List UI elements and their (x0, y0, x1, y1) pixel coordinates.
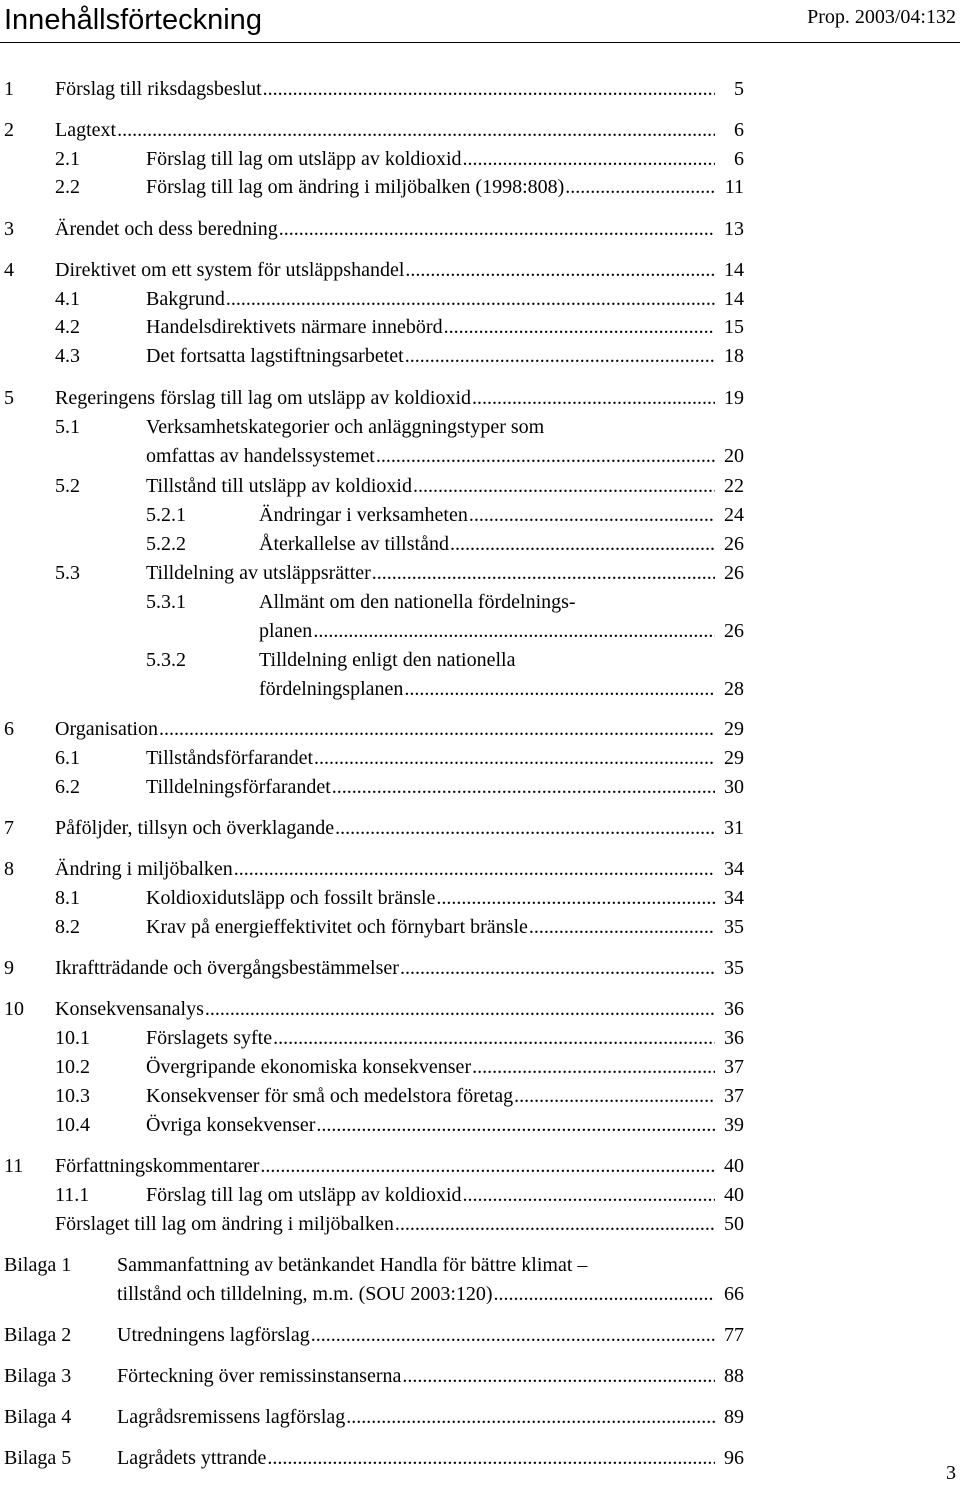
toc-entry-title: Ikraftträdande och övergångsbestämmelser (55, 957, 399, 979)
toc-entry-title: Förslag till riksdagsbeslut (55, 78, 262, 100)
dot-leader (402, 1362, 715, 1390)
toc-entry-number: 8 (4, 858, 14, 880)
toc-entry-page-number: 37 (724, 1056, 744, 1078)
toc-entry-page-number: 19 (724, 387, 744, 409)
toc-entry[interactable] (0, 884, 960, 912)
toc-entry-title: Utredningens lagförslag (117, 1324, 310, 1346)
toc-entry[interactable] (0, 285, 960, 313)
toc-entry-title: Allmänt om den nationella fördelnings- (259, 591, 576, 613)
toc-entry-number: 2.2 (55, 176, 80, 198)
toc-entry-title: tillstånd och tilldelning, m.m. (SOU 2003:120) (117, 1283, 493, 1305)
toc-entry-number: 5.2.2 (146, 533, 186, 555)
toc-entry[interactable] (0, 1280, 960, 1308)
toc-entry-title: Återkallelse av tillstånd (259, 533, 449, 555)
toc-entry-title: Direktivet om ett system för utsläppshandel (55, 259, 405, 281)
toc-entry-title: Förslaget till lag om ändring i miljöbalken (55, 1213, 394, 1235)
dot-leader (413, 472, 715, 500)
dot-leader (463, 1181, 715, 1209)
toc-entry-title: Ärendet och dess beredning (55, 218, 278, 240)
toc-entry-title: Förslag till lag om utsläpp av koldioxid (146, 1184, 462, 1206)
dot-leader (279, 215, 715, 243)
toc-entry-page-number: 26 (724, 620, 744, 642)
toc-entry[interactable] (0, 995, 960, 1023)
dot-leader (335, 814, 715, 842)
toc-entry[interactable] (0, 675, 960, 703)
toc-entry-title: Tillstånd till utsläpp av koldioxid (146, 475, 412, 497)
toc-entry-page-number: 15 (724, 316, 744, 338)
page-title: Innehållsförteckning (4, 4, 262, 36)
toc-entry[interactable] (0, 501, 960, 529)
toc-entry[interactable] (0, 715, 960, 743)
dot-leader (332, 773, 715, 801)
toc-entry-page-number: 14 (724, 259, 744, 281)
toc-entry-page-number: 20 (724, 445, 744, 467)
toc-entry[interactable] (0, 559, 960, 587)
dot-leader (405, 342, 715, 370)
toc-entry[interactable] (0, 1251, 960, 1279)
toc-entry[interactable] (0, 855, 960, 883)
dot-leader (395, 1210, 715, 1238)
toc-entry-number: 2.1 (55, 148, 80, 170)
toc-entry-title: Regeringens förslag till lag om utsläpp av koldioxid (55, 387, 472, 409)
toc-entry[interactable] (0, 215, 960, 243)
toc-entry-number: Bilaga 5 (4, 1447, 72, 1469)
toc-entry[interactable] (0, 1024, 960, 1052)
dot-leader (405, 256, 715, 284)
toc-entry-number: 7 (4, 817, 14, 839)
dot-leader (311, 1321, 715, 1349)
toc-entry[interactable] (0, 342, 960, 370)
toc-entry-title: Det fortsatta lagstiftningsarbetet (146, 345, 404, 367)
toc-entry-page-number: 31 (724, 817, 744, 839)
toc-entry-title: Övergripande ekonomiska konsekvenser (146, 1056, 472, 1078)
toc-entry-title: Förslag till lag om utsläpp av koldioxid (146, 148, 462, 170)
toc-entry-number: 4.2 (55, 316, 80, 338)
toc-entry-number: 10.4 (55, 1114, 90, 1136)
toc-entry-page-number: 96 (724, 1447, 744, 1469)
toc-entry-number: Bilaga 4 (4, 1406, 72, 1428)
toc-entry[interactable] (0, 814, 960, 842)
toc-entry-title: Förteckning över remissinstanserna (117, 1365, 402, 1387)
toc-entry-title: Lagrådsremissens lagförslag (117, 1406, 346, 1428)
toc-entry-number: 1 (4, 78, 14, 100)
toc-entry-page-number: 28 (724, 678, 744, 700)
dot-leader (316, 1111, 715, 1139)
dot-leader (313, 617, 715, 645)
toc-entry-title: Handelsdirektivets närmare innebörd (146, 316, 443, 338)
toc-entry[interactable] (0, 954, 960, 982)
toc-entry-number: 5.3.2 (146, 649, 186, 671)
toc-entry[interactable] (0, 1111, 960, 1139)
toc-entry-page-number: 50 (724, 1213, 744, 1235)
toc-entry[interactable] (0, 256, 960, 284)
toc-entry-title: Sammanfattning av betänkandet Handla för bättre klimat – (117, 1254, 588, 1276)
dot-leader (469, 501, 715, 529)
toc-entry-page-number: 77 (724, 1324, 744, 1346)
dot-leader (472, 384, 715, 412)
dot-leader (226, 285, 715, 313)
toc-entry-title: Tilldelning av utsläppsrätter (146, 562, 371, 584)
toc-entry-title: Konsekvenser för små och medelstora företag (146, 1085, 514, 1107)
toc-entry-page-number: 22 (724, 475, 744, 497)
toc-entry-number: 4 (4, 259, 14, 281)
toc-entry-page-number: 24 (724, 504, 744, 526)
dot-leader (494, 1280, 715, 1308)
toc-entry-page-number: 11 (724, 176, 744, 198)
toc-entry-number: Bilaga 2 (4, 1324, 72, 1346)
dot-leader (472, 1053, 715, 1081)
toc-entry-number: 10 (4, 998, 24, 1020)
toc-entry-page-number: 37 (724, 1085, 744, 1107)
toc-entry-page-number: 89 (724, 1406, 744, 1428)
toc-entry-page-number: 6 (734, 119, 744, 141)
toc-entry[interactable] (0, 1181, 960, 1209)
toc-entry-page-number: 14 (724, 288, 744, 310)
toc-entry-page-number: 88 (724, 1365, 744, 1387)
dot-leader (234, 855, 715, 883)
dot-leader (400, 954, 715, 982)
toc-entry-title: Tilldelning enligt den nationella (259, 649, 516, 671)
toc-entry-title: Tilldelningsförfarandet (146, 776, 331, 798)
dot-leader (205, 995, 715, 1023)
toc-entry[interactable] (0, 1362, 960, 1390)
toc-entry-page-number: 30 (724, 776, 744, 798)
toc-entry[interactable] (0, 1053, 960, 1081)
toc-entry[interactable] (0, 1403, 960, 1431)
toc-entry-number: 5.1 (55, 416, 80, 438)
toc-entry-page-number: 29 (724, 718, 744, 740)
dot-leader (346, 1403, 715, 1431)
toc-entry-title: Påföljder, tillsyn och överklagande (55, 817, 335, 839)
toc-entry-number: Bilaga 1 (4, 1254, 72, 1276)
toc-entry-title: planen (259, 620, 313, 642)
toc-entry-page-number: 34 (724, 858, 744, 880)
toc-entry-number: 11 (4, 1155, 24, 1177)
dot-leader (565, 173, 715, 201)
toc-entry-page-number: 35 (724, 957, 744, 979)
toc-entry-number: 11.1 (55, 1184, 90, 1206)
toc-entry-page-number: 39 (724, 1114, 744, 1136)
toc-entry-title: fördelningsplanen (259, 678, 404, 700)
toc-entry-page-number: 5 (734, 78, 744, 100)
toc-entry-page-number: 35 (724, 916, 744, 938)
toc-entry[interactable] (0, 1152, 960, 1180)
toc-entry-number: 5.2 (55, 475, 80, 497)
toc-entry-number: 5.2.1 (146, 504, 186, 526)
toc-entry[interactable] (0, 646, 960, 674)
toc-entry[interactable] (0, 773, 960, 801)
toc-entry[interactable] (0, 617, 960, 645)
toc-entry[interactable] (0, 413, 960, 441)
toc-entry[interactable] (0, 1210, 960, 1238)
toc-entry-title: Konsekvensanalys (55, 998, 204, 1020)
toc-entry-number: 5 (4, 387, 14, 409)
toc-entry[interactable] (0, 442, 960, 470)
toc-entry-number: 8.2 (55, 916, 80, 938)
toc-entry-page-number: 34 (724, 887, 744, 909)
toc-entry-number: 10.2 (55, 1056, 90, 1078)
toc-entry-page-number: 13 (724, 218, 744, 240)
toc-entry-page-number: 36 (724, 1027, 744, 1049)
toc-entry-number: 4.1 (55, 288, 80, 310)
dot-leader (159, 715, 715, 743)
toc-entry-title: Organisation (55, 718, 158, 740)
toc-entry-page-number: 66 (724, 1283, 744, 1305)
toc-entry-title: omfattas av handelssystemet (146, 445, 375, 467)
toc-entry-page-number: 26 (724, 562, 744, 584)
toc-entry-number: 5.3.1 (146, 591, 186, 613)
toc-entry-number: 2 (4, 119, 14, 141)
toc-entry[interactable] (0, 530, 960, 558)
toc-entry-number: 4.3 (55, 345, 80, 367)
proposition-reference: Prop. 2003/04:132 (807, 6, 956, 28)
toc-entry-title: Tillståndsförfarandet (146, 747, 314, 769)
dot-leader (372, 559, 715, 587)
dot-leader (376, 442, 715, 470)
toc-entry[interactable] (0, 116, 960, 144)
dot-leader (436, 884, 715, 912)
toc-entry[interactable] (0, 1082, 960, 1110)
toc-entry-page-number: 18 (724, 345, 744, 367)
dot-leader (514, 1082, 715, 1110)
dot-leader (450, 530, 715, 558)
toc-entry-title: Bakgrund (146, 288, 225, 310)
toc-entry-page-number: 26 (724, 533, 744, 555)
dot-leader (404, 675, 715, 703)
toc-entry[interactable] (0, 384, 960, 412)
dot-leader (529, 913, 715, 941)
dot-leader (314, 744, 715, 772)
toc-entry-number: 6.1 (55, 747, 80, 769)
toc-entry-number: 10.1 (55, 1027, 90, 1049)
toc-entry-title: Författningskommentarer (55, 1155, 260, 1177)
dot-leader (260, 1152, 715, 1180)
toc-entry-title: Ändring i miljöbalken (55, 858, 233, 880)
dot-leader (267, 1444, 715, 1472)
toc-entry-page-number: 6 (734, 148, 744, 170)
toc-entry[interactable] (0, 1321, 960, 1349)
dot-leader (273, 1024, 715, 1052)
toc-entry-title: Övriga konsekvenser (146, 1114, 316, 1136)
toc-entry-number: 9 (4, 957, 14, 979)
toc-entry-number: 10.3 (55, 1085, 90, 1107)
toc-entry-page-number: 40 (724, 1155, 744, 1177)
dot-leader (444, 313, 715, 341)
page-number: 3 (946, 1462, 956, 1484)
toc-entry-number: 8.1 (55, 887, 80, 909)
toc-entry[interactable] (0, 313, 960, 341)
toc-entry-number: 6.2 (55, 776, 80, 798)
toc-entry-number: 3 (4, 218, 14, 240)
toc-entry-page-number: 36 (724, 998, 744, 1020)
toc-entry-number: 5.3 (55, 562, 80, 584)
toc-entry-title: Verksamhetskategorier och anläggningstyper som (146, 416, 545, 438)
toc-entry-title: Förslagets syfte (146, 1027, 273, 1049)
toc-entry-number: Bilaga 3 (4, 1365, 72, 1387)
toc-entry-title: Ändringar i verksamheten (259, 504, 468, 526)
toc-entry-page-number: 40 (724, 1184, 744, 1206)
toc-entry[interactable] (0, 472, 960, 500)
toc-entry[interactable] (0, 145, 960, 173)
toc-entry[interactable] (0, 75, 960, 103)
toc-entry-title: Krav på energieffektivitet och förnybart bränsle (146, 916, 528, 938)
toc-entry-page-number: 29 (724, 747, 744, 769)
toc-entry[interactable] (0, 1444, 960, 1472)
toc-entry[interactable] (0, 588, 960, 616)
toc-entry[interactable] (0, 173, 960, 201)
toc-entry-title: Lagtext (55, 119, 117, 141)
toc-entry-title: Koldioxidutsläpp och fossilt bränsle (146, 887, 436, 909)
toc-entry-number: 6 (4, 718, 14, 740)
toc-entry[interactable] (0, 744, 960, 772)
dot-leader (263, 75, 715, 103)
toc-entry[interactable] (0, 913, 960, 941)
dot-leader (117, 116, 715, 144)
toc-entry-title: Förslag till lag om ändring i miljöbalken (1998:808) (146, 176, 565, 198)
dot-leader (463, 145, 715, 173)
toc-entry-title: Lagrådets yttrande (117, 1447, 267, 1469)
